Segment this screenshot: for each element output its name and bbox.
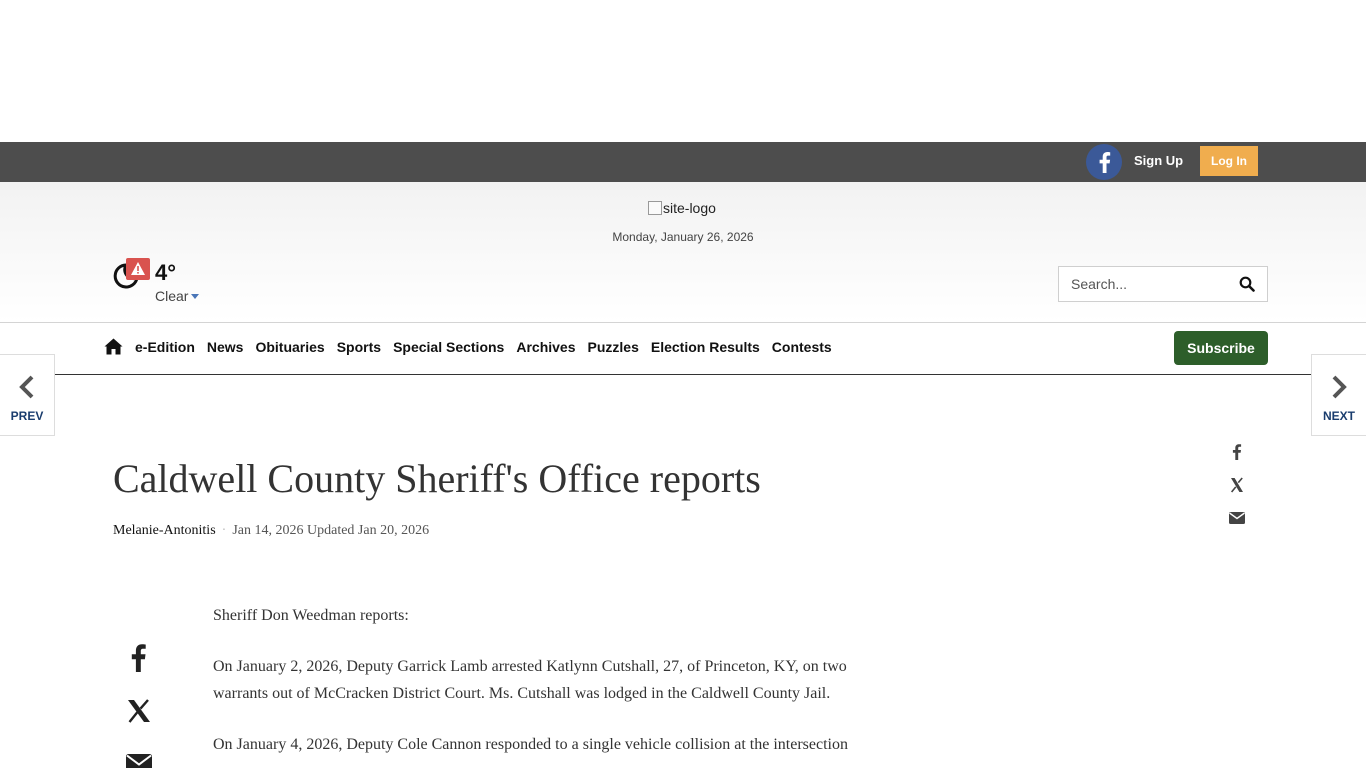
article-headline: Caldwell County Sheriff's Office reports [113,456,761,501]
article-dates: Jan 14, 2026 Updated Jan 20, 2026 [232,523,430,538]
nav-item-contests[interactable]: Contests [771,339,832,355]
ad-space [0,0,1366,142]
sign-up-link[interactable]: Sign Up [1134,153,1184,168]
site-logo[interactable] [648,199,716,217]
nav-item-news[interactable]: News [206,339,244,355]
broken-image-icon [648,201,662,215]
article-paragraph: On January 4, 2026, Deputy Cole Cannon responded to a single vehicle collision at the intersection [213,736,848,753]
nav-item-obituaries[interactable]: Obituaries [255,339,325,355]
weather-temperature: 4° [155,260,177,285]
next-article-button[interactable] [1311,354,1366,436]
next-label: NEXT [1322,409,1355,423]
weather-condition: Clear [155,288,189,304]
search-input[interactable] [1060,268,1230,300]
facebook-icon[interactable] [1226,441,1248,463]
search-icon[interactable] [1239,276,1255,292]
prev-article-button[interactable] [0,354,55,436]
nav-menu [135,339,832,355]
author-link[interactable]: Melanie-Antonitis [113,523,216,538]
nav-item-election-results[interactable]: Election Results [650,339,760,355]
search-box [1058,266,1268,302]
article-paragraph: Sheriff Don Weedman reports: [213,607,409,624]
subscribe-button[interactable]: Subscribe [1174,331,1268,365]
envelope-icon[interactable] [1226,507,1248,529]
nav-item-e-edition[interactable]: e-Edition [135,339,195,355]
byline-separator: · [221,523,227,538]
current-date: Monday, January 26, 2026 [612,230,754,244]
logo-alt-text: site-logo [663,200,716,216]
nav-item-sports[interactable]: Sports [336,339,382,355]
byline [113,523,429,539]
caret-down-icon [191,294,199,299]
home-icon[interactable] [104,338,123,355]
nav-item-archives[interactable]: Archives [516,339,576,355]
nav-item-special-sections[interactable]: Special Sections [393,339,505,355]
x-twitter-icon[interactable] [1226,474,1248,496]
log-in-button[interactable]: Log In [1200,146,1258,176]
prev-label: PREV [10,409,44,423]
facebook-icon[interactable] [126,643,152,673]
weather-condition-dropdown[interactable] [155,288,199,304]
x-twitter-icon[interactable] [126,696,152,726]
alert-triangle-icon[interactable] [126,258,150,280]
article-paragraph: On January 2, 2026, Deputy Garrick Lamb arrested Katlynn Cutshall, 27, of Princeton, KY, on two warrants out of McCracken District Court. Ms. Cutshall was lodged in the Caldwell County Jail. [213,658,847,702]
facebook-login-icon[interactable] [1086,144,1122,180]
nav-item-puzzles[interactable]: Puzzles [587,339,639,355]
envelope-icon[interactable] [126,750,152,768]
